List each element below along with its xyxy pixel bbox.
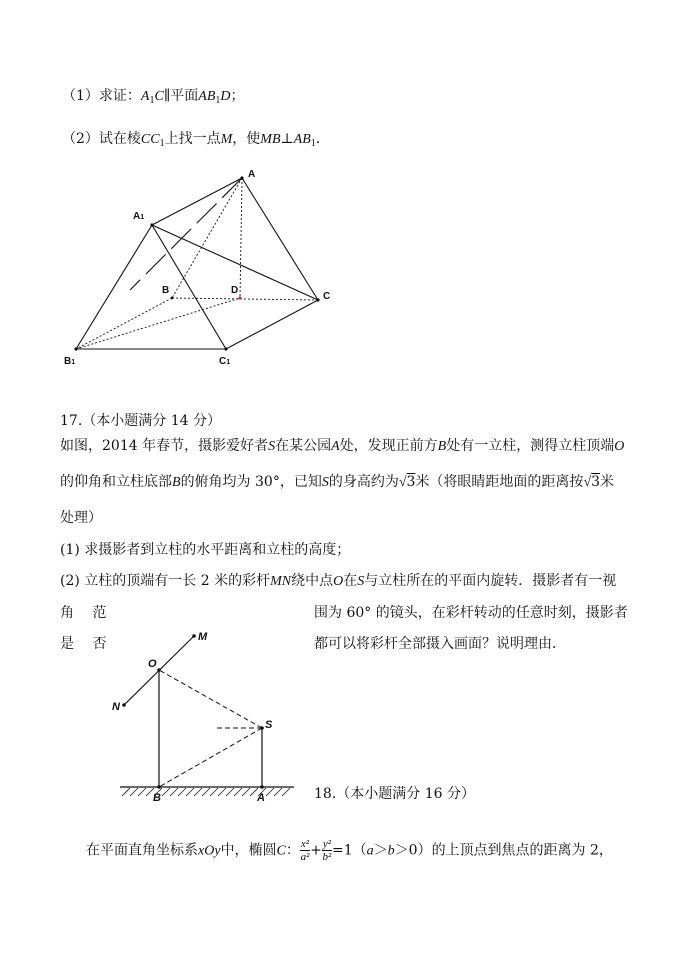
label-A-fig2: A [257,792,265,804]
point-O [157,668,161,672]
fraction-y2-b2: $\frac{\text{y²}}{\text{b²}}$ [322,838,332,863]
q17-header: 17.（本小题满分 14 分） [60,413,221,429]
fraction-x2-a2: $\frac{\text{x²}}{\text{a²}}$ [300,838,310,863]
part2-comma: ，使 [232,131,261,147]
part2-mid: 上找一点 [164,131,221,147]
point-S [260,726,264,730]
q17-row4-left: 角 范 [60,605,107,621]
sight-S-O [159,670,262,728]
label-C: C [323,291,331,302]
q17-line1: 如图，2014 年春节，摄影爱好者S在某公园A处，发现正前方B处有一立柱，测得立柱顶端O [60,438,625,454]
part2-lead: 试在棱 [98,131,141,147]
label-A: A [248,169,256,180]
part2-end: ． [315,131,330,147]
label-O: O [148,658,157,670]
part1-tail: ； [230,88,245,104]
q17-line2: 的仰角和立柱底部B的俯角均为 30°，已知S的身高约为√3米（将眼睛距地面的距离按√3米 [60,474,615,490]
q17-row4-right: 围为 60° 的镜头，在彩杆转动的任意时刻，摄影者 [314,605,628,621]
q17-row5-left: 是 否 [60,636,107,652]
part2-cond-mb: MB [260,132,281,147]
label-B-fig2: B [153,792,161,804]
q18-line1: 在平面直角坐标系xOy中，椭圆C： $\frac{\text{x²}}{\text{a²}}$ + $\frac{\text{y²}}{\text{b²}}$ =1（a＞b＞0）的上顶点到焦点的距离为 2， [86,838,613,863]
label-S: S [265,719,273,731]
part2-cond-ab: $AB_1$ [293,132,316,149]
q17-sub2: (2) 立柱的顶端有一长 2 米的彩杆MN绕中点O在S与立柱所在的平面内旋转．摄影者有一视 [60,573,617,589]
part1-number: （1） [62,88,99,104]
label-B1: B1 [64,356,76,367]
part2-perp: ⊥ [280,131,294,147]
label-N: N [112,701,120,713]
label-C1: C1 [219,356,231,367]
part1-line-a1c: $A_1C$ [140,89,164,106]
part2-point: M [220,132,233,147]
part2-edge: $CC_1$ [140,132,165,149]
sight-S-B [159,728,262,787]
part1-plane: $AB_1D$ [198,89,231,106]
q17-line3: 处理） [60,510,102,526]
label-B: B [162,285,170,296]
q17-row5-right: 都可以将彩杆全部摄入画面？说明理由． [314,636,566,652]
part1-parallel: ∥平面 [163,88,199,104]
part2-number: （2） [62,131,99,147]
label-A1: A1 [133,211,145,222]
part1-lead: 求证： [98,88,141,104]
q18-header: 18.（本小题满分 16 分） [314,786,475,802]
point-A-fig2 [260,785,264,789]
point-M [192,634,196,638]
label-M: M [198,631,208,643]
point-B-fig2 [157,785,161,789]
label-D: D [231,285,239,296]
q17-sub1: (1) 求摄影者到立柱的水平距离和立柱的高度； [60,542,351,558]
point-N [122,703,126,707]
